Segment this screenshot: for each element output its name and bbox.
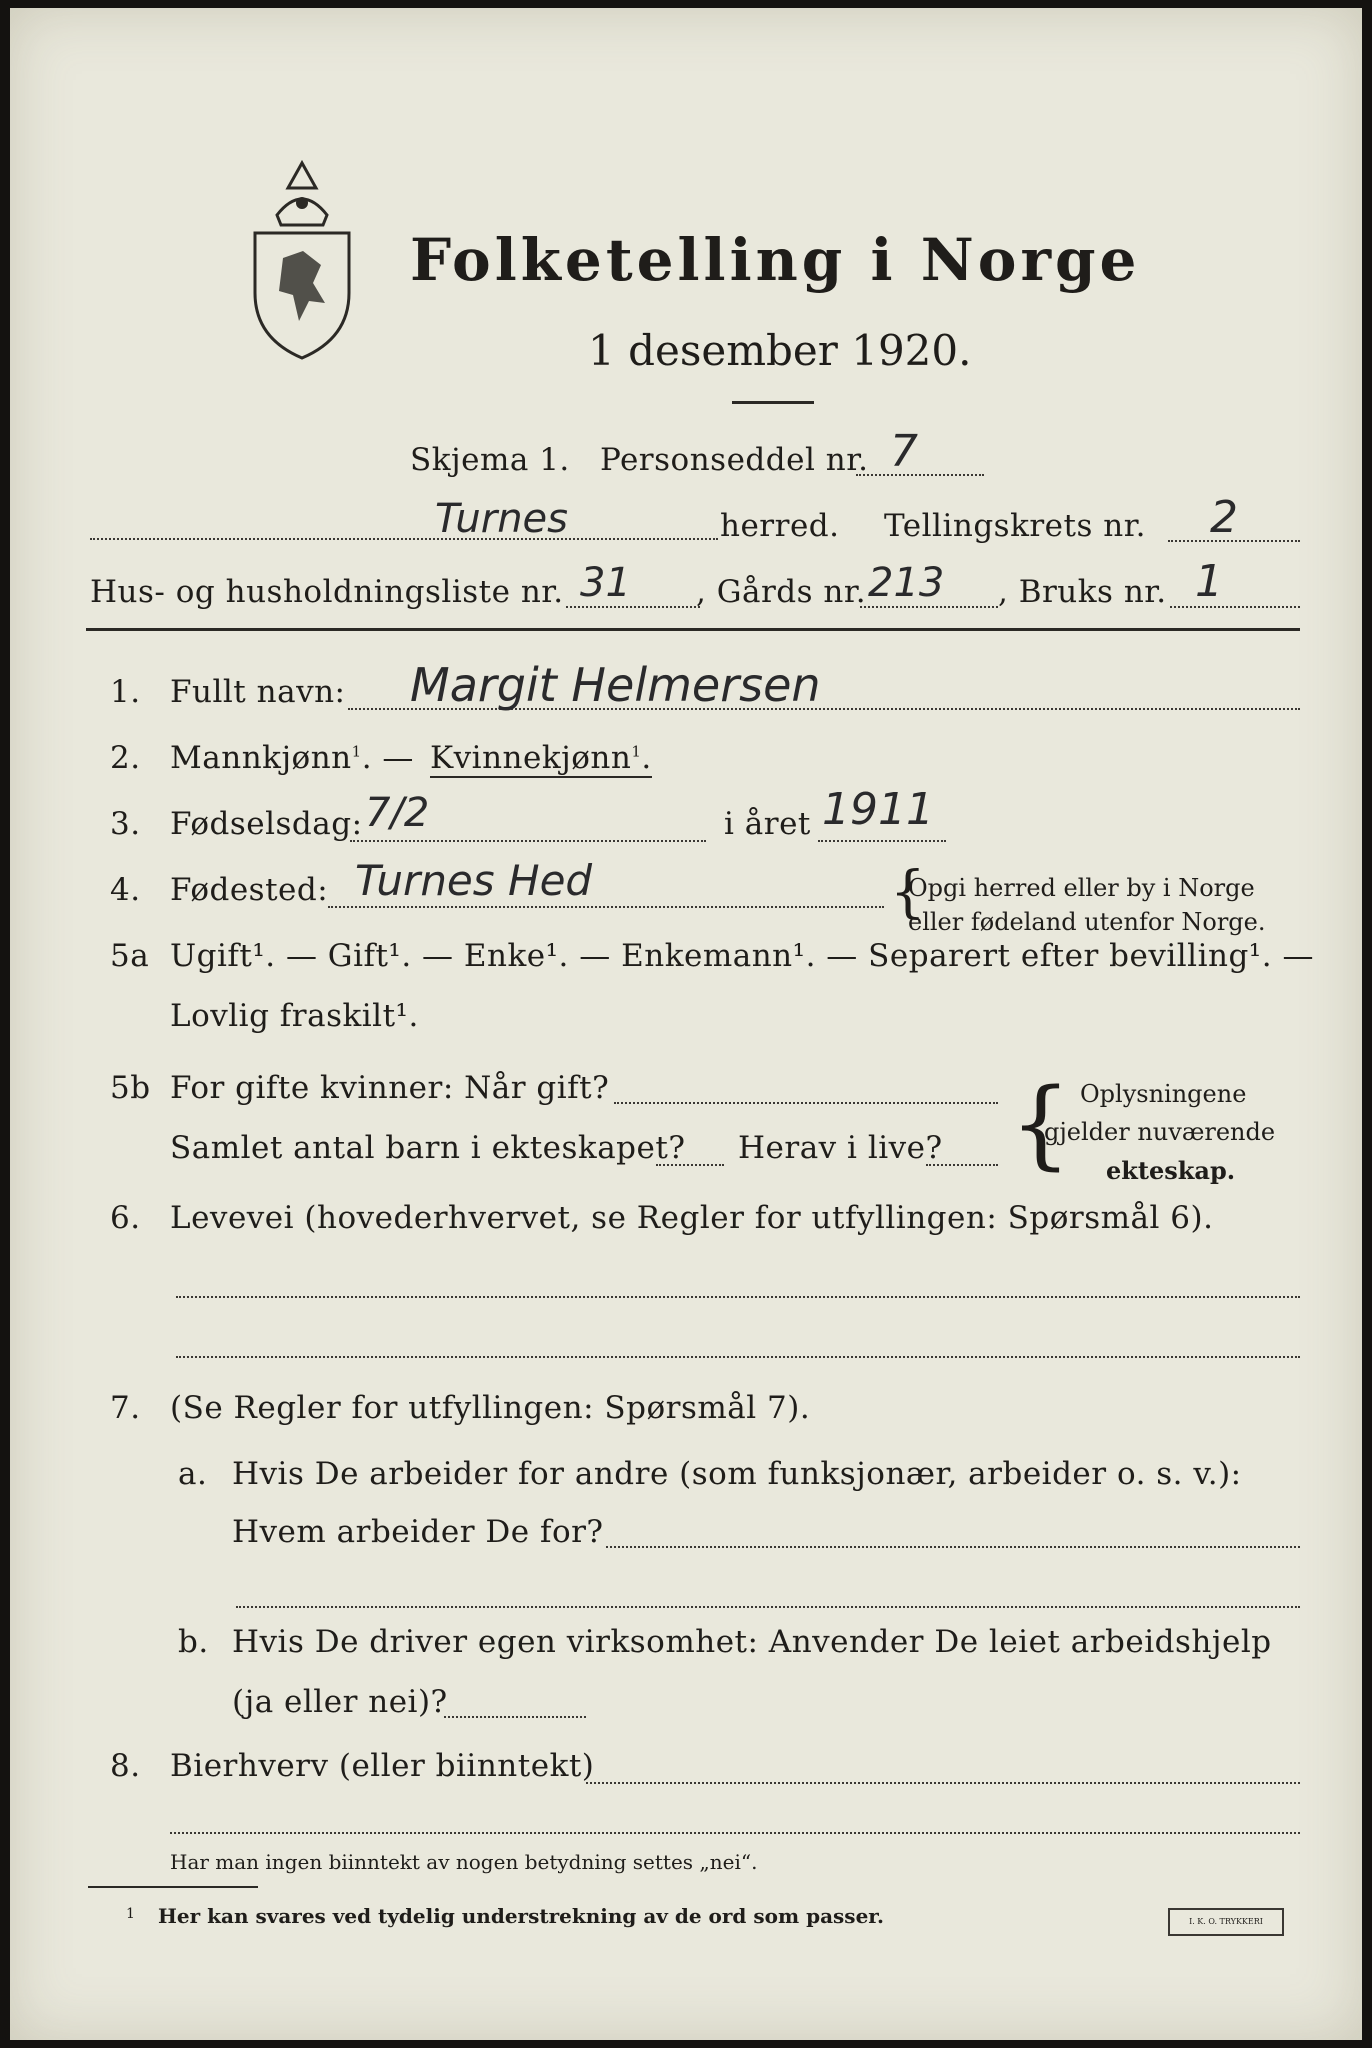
q5a-options-cont: Lovlig fraskilt¹. (170, 998, 419, 1034)
q6-line-2 (176, 1356, 1300, 1358)
bruks-label: , Bruks nr. (998, 574, 1167, 610)
q5b-alive-line (926, 1164, 998, 1166)
q5b-note-line2: gjelder nuværende (1044, 1118, 1276, 1146)
gards-value: 213 (868, 560, 945, 606)
biinntekt-note: Har man ingen biinntekt av nogen betydning settes „nei“. (170, 1850, 758, 1874)
q3-day-value: 7/2 (365, 790, 430, 836)
q7a-question: Hvis De arbeider for andre (som funksjonær, arbeider o. s. v.): (232, 1456, 1242, 1492)
skjema-label: Skjema 1. (410, 442, 570, 478)
norway-coat-of-arms-icon (243, 153, 361, 363)
q5b-children-total: Samlet antal barn i ekteskapet? (170, 1130, 686, 1166)
q1-label: Fullt navn: (170, 674, 346, 710)
tellingskrets-value: 2 (1210, 492, 1238, 543)
q7a-number: a. (178, 1456, 208, 1492)
herred-value: Turnes (435, 496, 569, 542)
herred-line (90, 538, 718, 540)
herred-label: herred. (720, 508, 840, 544)
q5b-brace: { (1010, 1068, 1072, 1180)
q2-number: 2. (110, 740, 141, 776)
q7b-question: Hvis De driver egen virksomhet: Anvender De leiet arbeidshjelp (232, 1624, 1272, 1660)
q5b-note-line3: ekteskap. (1106, 1156, 1236, 1185)
personseddel-value: 7 (890, 426, 918, 477)
census-date: 1 desember 1920. (588, 326, 972, 375)
q7-label: (Se Regler for utfyllingen: Spørsmål 7). (170, 1390, 811, 1426)
q4-note-line2: eller fødeland utenfor Norge. (908, 908, 1266, 936)
q5a-number: 5a (110, 938, 150, 974)
printer-stamp: I. K. O. TRYKKERI (1168, 1908, 1284, 1936)
footnote-mark: 1 (126, 1906, 135, 1922)
gards-label: , Gårds nr. (696, 574, 867, 610)
q2-option-female: Kvinnekjønn$^1$. (430, 740, 652, 776)
q7a-employer-label: Hvem arbeider De for? (232, 1514, 604, 1550)
q8-line (586, 1782, 1300, 1784)
census-form-sheet (10, 8, 1362, 2040)
q7a-employer-line-2 (236, 1606, 1300, 1608)
q2-option-male: Mannkjønn$^1$. — (170, 740, 414, 776)
personseddel-label: Personseddel nr. (600, 442, 869, 478)
q3-day-line (350, 840, 706, 842)
tellingskrets-label: Tellingskrets nr. (884, 508, 1146, 544)
title-divider (732, 401, 814, 404)
husholdningsliste-line (566, 606, 700, 608)
q3-year-line (818, 840, 946, 842)
q3-label: Fødselsdag: (170, 806, 363, 842)
q7b-yes-no-line (444, 1716, 586, 1718)
q7b-number: b. (178, 1624, 209, 1660)
form-title: Folketelling i Norge (410, 226, 1141, 294)
q7-number: 7. (110, 1390, 141, 1426)
q5b-children-alive: Herav i live? (738, 1130, 943, 1166)
q3-year-value: 1911 (822, 784, 934, 835)
q5b-note-line1: Oplysningene (1080, 1080, 1247, 1108)
gards-line (860, 606, 998, 608)
husholdningsliste-label: Hus- og husholdningsliste nr. (90, 574, 564, 610)
q4-value: Turnes Hed (355, 856, 593, 905)
q8-line-2 (170, 1832, 1300, 1834)
personseddel-line (856, 474, 984, 476)
q5a-options: Ugift¹. — Gift¹. — Enke¹. — Enkemann¹. — Separert efter bevilling¹. — (170, 938, 1314, 974)
q5b-number: 5b (110, 1070, 151, 1106)
q1-number: 1. (110, 674, 141, 710)
q8-number: 8. (110, 1748, 141, 1784)
q3-year-label: i året (724, 806, 811, 842)
q4-label: Fødested: (170, 872, 329, 908)
q6-label: Levevei (hovederhvervet, se Regler for utfyllingen: Spørsmål 6). (170, 1200, 1214, 1236)
bruks-value: 1 (1195, 556, 1223, 607)
header-divider (86, 628, 1300, 631)
q1-value: Margit Helmersen (410, 658, 821, 712)
bruks-line (1170, 606, 1300, 608)
q4-line (328, 906, 884, 908)
q4-number: 4. (110, 872, 141, 908)
footnote-divider (88, 1886, 258, 1888)
q4-note-line1: Opgi herred eller by i Norge (908, 874, 1255, 902)
q6-number: 6. (110, 1200, 141, 1236)
q8-label: Bierhverv (eller biinntekt) (170, 1748, 595, 1784)
q3-number: 3. (110, 806, 141, 842)
q5b-when-married: For gifte kvinner: Når gift? (170, 1070, 610, 1106)
q5b-when-line (614, 1102, 998, 1104)
q7a-employer-line (606, 1546, 1300, 1548)
q4-brace: { (890, 860, 926, 925)
husholdningsliste-value: 31 (580, 560, 631, 606)
q6-line-1 (176, 1296, 1300, 1298)
q5b-children-line (656, 1164, 724, 1166)
q7b-yes-no-label: (ja eller nei)? (232, 1684, 448, 1720)
footnote-text: Her kan svares ved tydelig understrekning av de ord som passer. (158, 1904, 884, 1928)
